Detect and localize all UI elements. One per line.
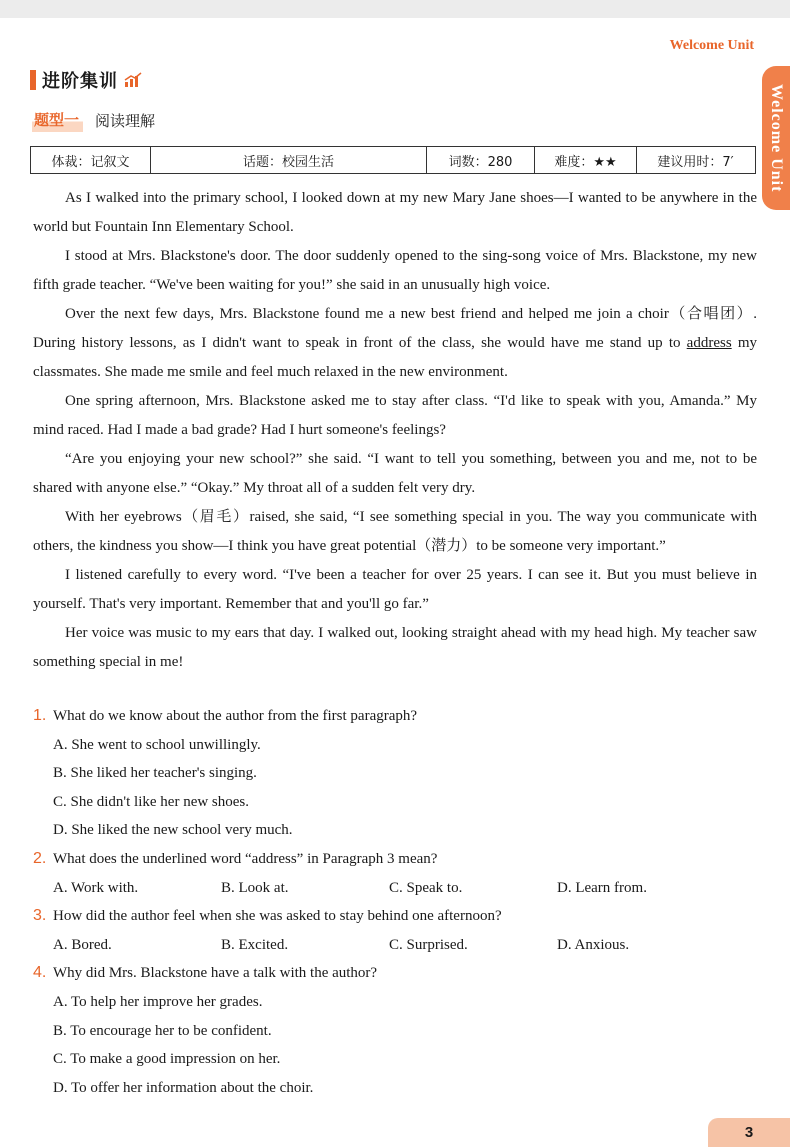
question-number: 1.	[33, 707, 47, 724]
option-row	[33, 931, 757, 960]
paragraph: Over the next few days, Mrs. Blackstone found me a new best friend and helped me join a choir（合唱团）. During history lessons, as I didn't want to speak in front of the class, she would have me stand up to address my classmates. She made me smile and feel much relaxed in the new environment.	[33, 306, 758, 380]
genre-cell: 体裁：记叙文	[31, 147, 151, 173]
question-2	[33, 845, 757, 874]
paragraph: I listened carefully to every word. “I've been a teacher for over 25 years. I can see it. But you must believe in yourself. That's very important. Remember that and you'll go far.”	[33, 567, 757, 612]
option: D. She liked the new school very much.	[53, 822, 293, 839]
question-3	[33, 902, 757, 931]
word-count-cell: 词数：280	[427, 147, 535, 173]
side-tab-label: Welcome Unit	[768, 83, 785, 193]
question-list	[33, 702, 757, 1102]
option-row	[33, 874, 757, 903]
time-cell: 建议用时：7′	[657, 154, 734, 170]
question-type-name: 阅读理解	[95, 111, 156, 130]
question-type-label: 题型一	[32, 109, 83, 132]
question-number: 4.	[33, 964, 47, 982]
question-4	[33, 959, 757, 988]
bar-chart-icon	[124, 72, 142, 88]
question-number: 3.	[33, 907, 47, 925]
option: D. Learn from.	[557, 879, 647, 896]
question-1	[33, 702, 757, 731]
paragraph: With her eyebrows（眉毛）raised, she said, “I see something special in you. The way you communicate with others, the kindness you show—I think you have great potential（潜力）to be someone very important.”	[33, 509, 757, 554]
question-text: How did the author feel when she was asked to stay behind one afternoon?	[53, 908, 502, 925]
page-number: 3	[708, 1118, 790, 1147]
option: A. Bored.	[53, 936, 112, 953]
section-title	[30, 68, 142, 92]
underlined-word: address	[686, 335, 732, 351]
section-marker	[30, 70, 36, 90]
paragraph: As I walked into the primary school, I looked down at my new Mary Jane shoes—I wanted to be anywhere in the world but Fountain Inn Elementary School.	[33, 190, 757, 235]
option: D. Anxious.	[557, 936, 630, 953]
option: B. To encourage her to be confident.	[53, 1022, 272, 1039]
option: B. Excited.	[221, 936, 289, 953]
side-tab	[762, 66, 790, 210]
option: C. To make a good impression on her.	[53, 1051, 281, 1068]
option: B. Look at.	[221, 879, 289, 896]
info-table	[30, 146, 756, 174]
option: A. She went to school unwillingly.	[53, 736, 261, 753]
option: C. Speak to.	[389, 879, 463, 896]
paragraph: “Are you enjoying your new school?” she said. “I want to tell you something, between you and me, not to be shared with anyone else.” “Okay.” My throat all of a sudden felt very dry.	[33, 451, 757, 496]
unit-header: Welcome Unit	[669, 38, 754, 53]
option: D. To offer her information about the choir.	[53, 1079, 314, 1096]
topic-cell: 话题：校园生活	[151, 147, 427, 173]
question-text: What do we know about the author from the first paragraph?	[53, 708, 418, 724]
section-title-text: 进阶集训	[42, 71, 118, 92]
option: C. Surprised.	[389, 936, 468, 953]
difficulty-cell: 难度：★★	[535, 147, 637, 173]
question-number: 2.	[33, 849, 47, 867]
option: B. She liked her teacher's singing.	[53, 765, 257, 782]
top-banner	[0, 0, 790, 18]
paragraph: Her voice was music to my ears that day. I walked out, looking straight ahead with my head high. My teacher saw something special in me!	[33, 625, 757, 670]
question-text: Why did Mrs. Blackstone have a talk with the author?	[53, 965, 378, 982]
option: A. To help her improve her grades.	[53, 993, 263, 1010]
reading-passage	[33, 184, 757, 677]
option: A. Work with.	[53, 879, 139, 896]
question-type	[32, 108, 155, 132]
paragraph: One spring afternoon, Mrs. Blackstone asked me to stay after class. “I'd like to speak with you, Amanda.” My mind raced. Had I made a bad grade? Had I hurt someone's feelings?	[33, 393, 757, 438]
question-text: What does the underlined word “address” in Paragraph 3 mean?	[53, 850, 438, 867]
option: C. She didn't like her new shoes.	[53, 793, 250, 810]
paragraph: I stood at Mrs. Blackstone's door. The door suddenly opened to the sing-song voice of Mrs. Blackstone, my new fifth grade teacher. “We've been waiting for you!” she said in an unusually high voice.	[33, 248, 757, 293]
